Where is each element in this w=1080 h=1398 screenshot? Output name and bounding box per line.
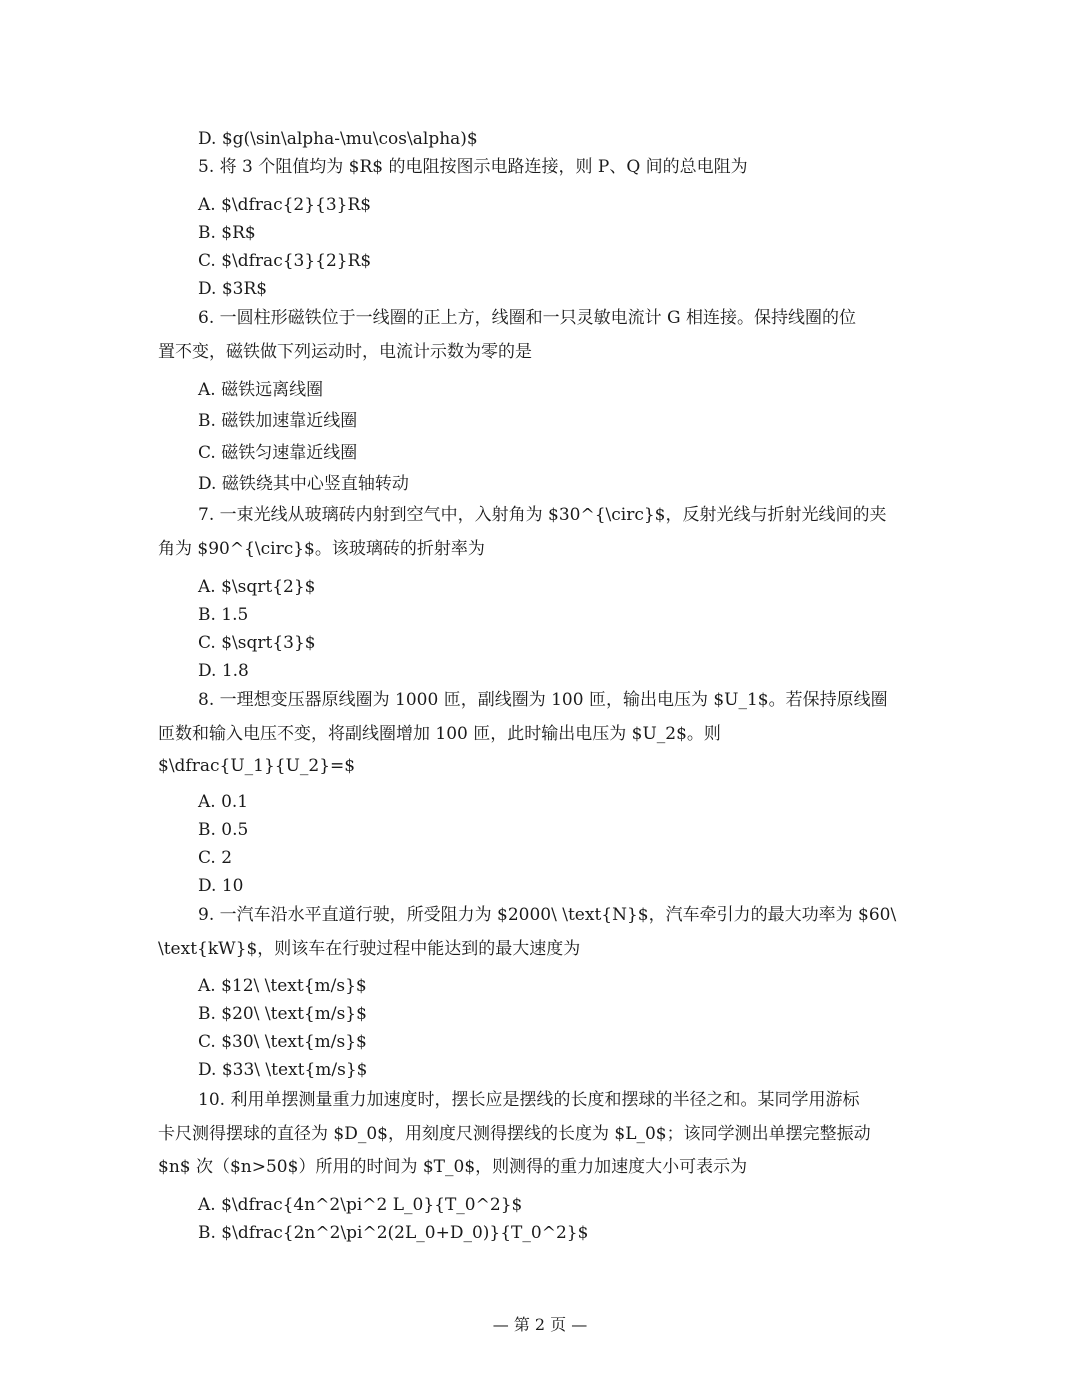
q7-option-d: D. 1.8: [198, 661, 249, 681]
q9-option-a: A. $12\ \text{m/s}$: [198, 976, 367, 996]
q8-option-c: C. 2: [198, 848, 233, 868]
q5-option-b: B. $R$: [198, 223, 256, 243]
q4-option-d: D. $g(\sin\alpha-\mu\cos\alpha)$: [198, 129, 478, 149]
q7-option-c: C. $\sqrt{3}$: [198, 633, 316, 653]
question-9-text-cont: \text{kW}$，则该车在行驶过程中能达到的最大速度为: [158, 939, 581, 959]
question-8-text: 8. 一理想变压器原线圈为 1000 匝，副线圈为 100 匝，输出电压为 $U_1$。若保持原线圈: [198, 690, 888, 710]
q10-option-b: B. $\dfrac{2n^2\pi^2(2L_0+D_0)}{T_0^2}$: [198, 1223, 589, 1243]
q6-option-a: A. 磁铁远离线圈: [198, 380, 324, 400]
q6-option-b: B. 磁铁加速靠近线圈: [198, 411, 358, 431]
q5-option-c: C. $\dfrac{3}{2}R$: [198, 251, 372, 271]
q7-option-b: B. 1.5: [198, 605, 249, 625]
q8-option-a: A. 0.1: [198, 792, 249, 812]
question-10-text-cont-2: $n$ 次（$n>50$）所用的时间为 $T_0$，则测得的重力加速度大小可表示为: [158, 1157, 748, 1177]
question-5-text: 5. 将 3 个阻值均为 $R$ 的电阻按图示电路连接，则 P、Q 间的总电阻为: [198, 157, 748, 177]
question-7-text-cont: 角为 $90^{\circ}$。该玻璃砖的折射率为: [158, 539, 485, 559]
q9-option-d: D. $33\ \text{m/s}$: [198, 1060, 368, 1080]
q7-option-a: A. $\sqrt{2}$: [198, 577, 316, 597]
q6-option-c: C. 磁铁匀速靠近线圈: [198, 443, 358, 463]
question-7-text: 7. 一束光线从玻璃砖内射到空气中，入射角为 $30^{\circ}$，反射光线与折射光线间的夹: [198, 505, 887, 525]
q10-option-a: A. $\dfrac{4n^2\pi^2 L_0}{T_0^2}$: [198, 1195, 523, 1215]
q8-option-d: D. 10: [198, 876, 244, 896]
question-9-text: 9. 一汽车沿水平直道行驶，所受阻力为 $2000\ \text{N}$，汽车牵引力的最大功率为 $60\: [198, 905, 897, 925]
page-number-footer: — 第 2 页 —: [492, 1315, 588, 1334]
question-6-text-cont: 置不变，磁铁做下列运动时，电流计示数为零的是: [158, 342, 532, 362]
q8-option-b: B. 0.5: [198, 820, 249, 840]
question-10-text-cont-1: 卡尺测得摆球的直径为 $D_0$，用刻度尺测得摆线的长度为 $L_0$；该同学测出单摆完整振动: [158, 1124, 871, 1144]
q5-option-a: A. $\dfrac{2}{3}R$: [198, 195, 372, 215]
q5-option-d: D. $3R$: [198, 279, 268, 299]
question-10-text: 10. 利用单摆测量重力加速度时，摆长应是摆线的长度和摆球的半径之和。某同学用游标: [198, 1090, 860, 1110]
question-6-text: 6. 一圆柱形磁铁位于一线圈的正上方，线圈和一只灵敏电流计 G 相连接。保持线圈的位: [198, 308, 857, 328]
q6-option-d: D. 磁铁绕其中心竖直轴转动: [198, 474, 409, 494]
q9-option-c: C. $30\ \text{m/s}$: [198, 1032, 367, 1052]
question-8-text-cont: 匝数和输入电压不变，将副线圈增加 100 匝，此时输出电压为 $U_2$。则: [158, 724, 721, 744]
q9-option-b: B. $20\ \text{m/s}$: [198, 1004, 367, 1024]
question-8-formula: $\dfrac{U_1}{U_2}=$: [158, 756, 356, 776]
